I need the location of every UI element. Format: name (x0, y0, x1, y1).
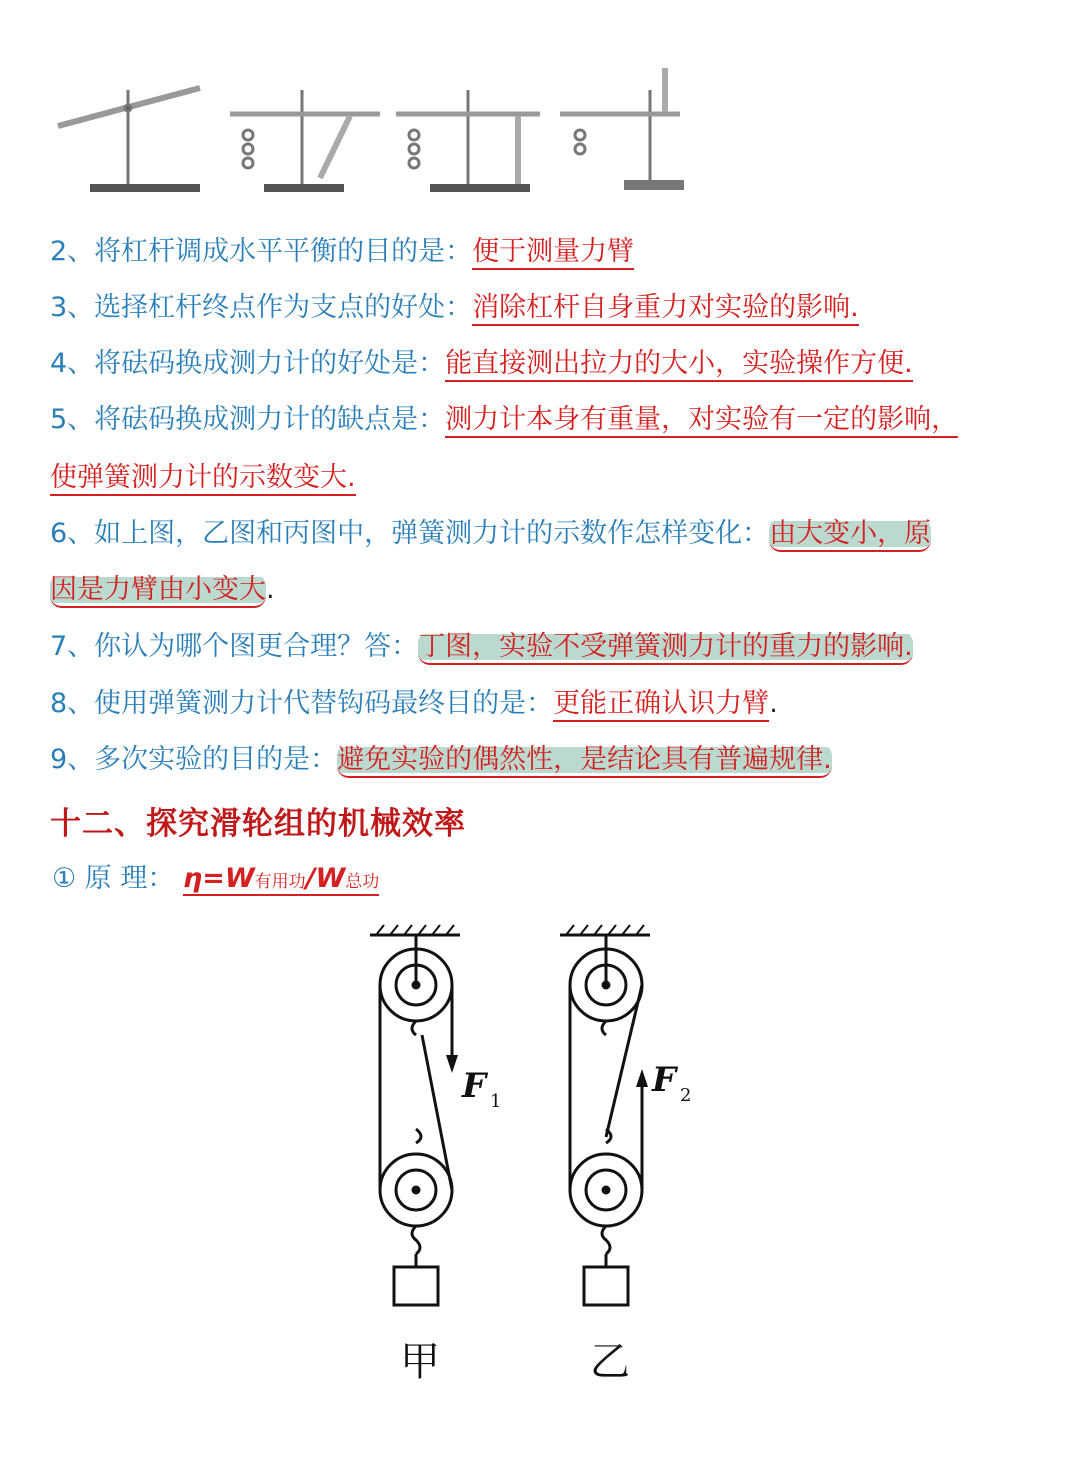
qa-line-5-cont (50, 458, 1040, 498)
formula-sub-useful: 有用功 (254, 872, 306, 892)
question-text: 2、将杠杆调成水平平衡的目的是： (50, 236, 473, 267)
qa-line-9 (50, 740, 1040, 780)
lever-figure-1 (58, 88, 200, 192)
qa-line-6 (50, 514, 1040, 554)
qa-line-6-cont (50, 570, 1040, 610)
pulley-diagrams (350, 915, 710, 1395)
answer-text: 丁图，实验不受弹簧测力计的重力的影响. (418, 631, 913, 665)
question-text: 6、如上图，乙图和丙图中，弹簧测力计的示数作怎样变化： (50, 518, 770, 549)
question-text: 9、多次实验的目的是： (50, 744, 338, 775)
force-f1-subscript: 1 (490, 1091, 502, 1112)
answer-text: 能直接测出拉力的大小，实验操作方便. (445, 348, 913, 382)
caption-yi: 乙 (590, 1339, 630, 1385)
qa-line-5 (50, 400, 1040, 440)
qa-line-3 (50, 288, 1040, 328)
force-f1-label: F (462, 1066, 487, 1106)
caption-jia: 甲 (400, 1339, 440, 1385)
lever-figure-4 (560, 68, 684, 190)
lever-figure-3 (396, 90, 540, 192)
answer-text: 便于测量力臂 (472, 236, 634, 270)
question-text: 5、将砝码换成测力计的缺点是： (50, 404, 446, 435)
force-f2-label: F (652, 1060, 677, 1100)
question-text: 8、使用弹簧测力计代替钩码最终目的是： (50, 688, 554, 719)
formula-slash: /W (305, 863, 346, 894)
answer-text: 避免实验的偶然性，是结论具有普遍规律. (337, 744, 832, 778)
question-text: 7、你认为哪个图更合理？答： (50, 631, 419, 662)
qa-line-8 (50, 684, 1040, 724)
answer-text: 更能正确认识力臂 (553, 688, 769, 722)
answer-text: 消除杠杆自身重力对实验的影响. (472, 292, 859, 326)
line-end-mark: . (266, 574, 275, 605)
pulley-figure-left (370, 925, 501, 1385)
principle-label: ① 原 理： (52, 863, 175, 894)
formula-eta: η=W (182, 863, 255, 894)
question-text: 4、将砝码换成测力计的好处是： (50, 348, 446, 379)
qa-line-2 (50, 232, 1040, 272)
answer-text: 使弹簧测力计的示数变大. (50, 462, 356, 496)
question-text: 3、选择杠杆终点作为支点的好处： (50, 292, 473, 323)
lever-experiment-figures (50, 60, 690, 220)
lever-figure-2 (230, 90, 380, 192)
principle-line (52, 856, 379, 895)
answer-text: 因是力臂由小变大 (50, 574, 266, 608)
pulley-figure-right (560, 925, 691, 1385)
efficiency-formula (183, 863, 379, 896)
qa-line-7 (50, 627, 1040, 667)
section-title: 十二、探究滑轮组的机械效率 (50, 806, 466, 842)
qa-line-4 (50, 344, 1040, 384)
line-end-mark: . (769, 688, 778, 719)
force-f2-subscript: 2 (680, 1085, 692, 1106)
formula-sub-total: 总功 (345, 872, 380, 892)
answer-text: 测力计本身有重量，对实验有一定的影响， (445, 404, 958, 438)
answer-text: 由大变小，原 (769, 518, 931, 552)
